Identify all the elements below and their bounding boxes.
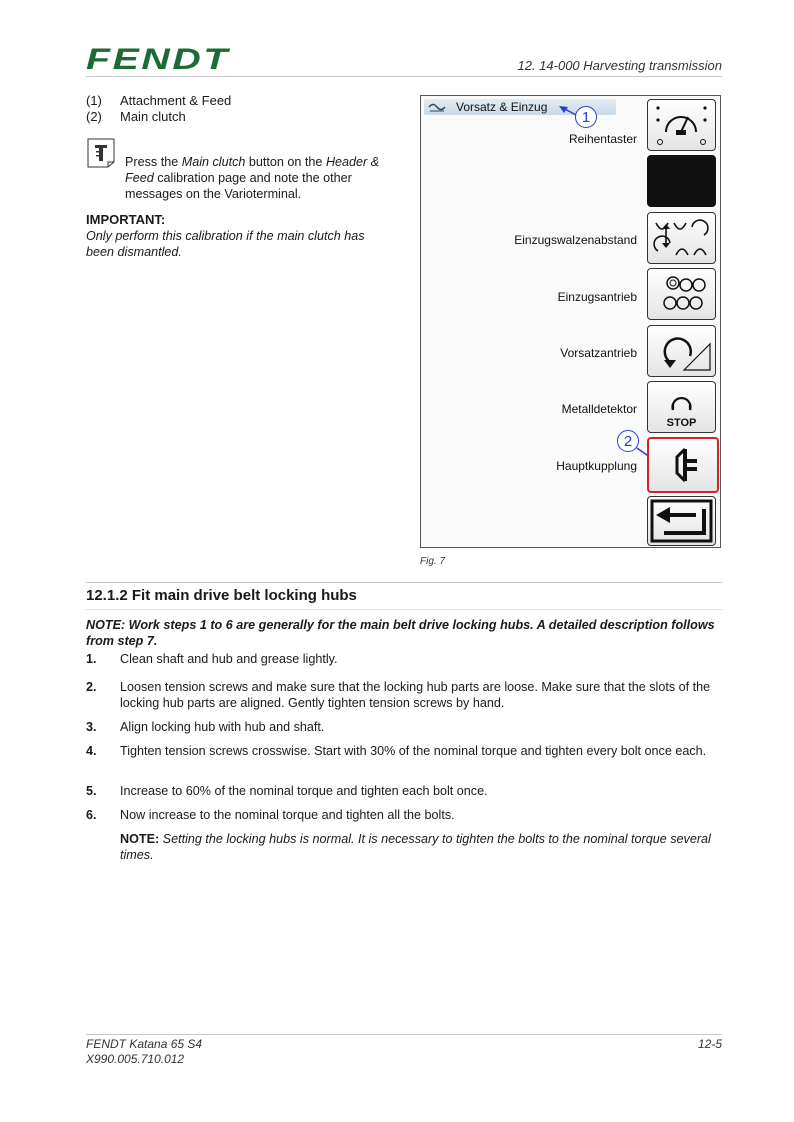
- step-text: Increase to 60% of the nominal torque and tighten each bolt once.: [120, 784, 488, 798]
- instruction-emphasis: Main clutch: [181, 155, 246, 169]
- section-divider: [86, 582, 722, 583]
- main-clutch-button[interactable]: [647, 437, 719, 493]
- header-divider: [86, 76, 722, 77]
- figure-caption: Fig. 7: [420, 556, 446, 567]
- roller-gap-button[interactable]: [647, 212, 716, 264]
- step-note: [120, 831, 720, 863]
- varioterminal-screenshot: [420, 95, 721, 548]
- label-reihentaster: Reihentaster: [568, 132, 637, 146]
- callout-2: 2: [617, 430, 639, 452]
- label-vorsatzantrieb: Vorsatzantrieb: [560, 346, 637, 360]
- label-einzugswalzenabstand: Einzugswalzenabstand: [514, 233, 637, 247]
- legend-item: [86, 93, 231, 109]
- legend-item: [86, 109, 231, 125]
- instruction-emphasis: Header & Feed: [125, 155, 380, 185]
- instruction-part: calibration page and note the other messages on the Varioterminal.: [125, 171, 352, 201]
- legend-number: (2): [86, 109, 102, 124]
- footer-model: FENDT Katana 65 S4: [86, 1037, 203, 1051]
- metal-detector-icon: [648, 382, 715, 432]
- header-feed-icon: [427, 101, 447, 113]
- step-number: 6.: [86, 808, 97, 822]
- footer-doc-number: X990.005.710.012: [86, 1052, 185, 1066]
- label-hauptkupplung: Hauptkupplung: [556, 459, 637, 473]
- terminal-title: Vorsatz & Einzug: [456, 100, 548, 114]
- fendt-logo: [86, 44, 232, 72]
- step-number: 3.: [86, 720, 97, 734]
- legend-label: Attachment & Feed: [120, 93, 232, 108]
- feed-drive-icon: [648, 269, 715, 319]
- callout-1: 1: [575, 106, 597, 128]
- legend-label: Main clutch: [120, 109, 186, 124]
- step-text: Loosen tension screws and make sure that the locking hub parts are loose. Make sure that the slots of the locking hub parts are aligned. Gently tighten tension screws by hand.: [120, 680, 711, 710]
- row-sensor-icon: [648, 100, 715, 150]
- step-note-label: NOTE:: [120, 832, 160, 846]
- step-item: [86, 807, 722, 823]
- back-arrow-icon: [648, 497, 715, 545]
- tool-icon: [86, 138, 116, 168]
- step-text: Align locking hub with hub and shaft.: [120, 720, 325, 734]
- step-number: 1.: [86, 652, 97, 666]
- step-item: [86, 719, 722, 735]
- step-text: Tighten tension screws crosswise. Start with 30% of the nominal torque and tighten every bolt once each.: [120, 744, 707, 758]
- instruction-text: [125, 154, 395, 202]
- stop-label: STOP: [666, 417, 697, 429]
- step-number: 2.: [86, 680, 97, 694]
- important-heading: IMPORTANT:: [86, 212, 166, 227]
- feed-drive-button[interactable]: [647, 268, 716, 320]
- metal-detector-button[interactable]: [647, 381, 716, 433]
- step-note-text: Setting the locking hubs is normal. It is necessary to tighten the bolts to the nominal torque several times.: [120, 832, 711, 862]
- back-button[interactable]: [647, 496, 716, 546]
- heading-divider: [86, 609, 722, 610]
- roller-gap-icon: [648, 213, 715, 263]
- svg-text:FENDT: FENDT: [86, 44, 231, 72]
- section-heading: 12.1.2 Fit main drive belt locking hubs: [86, 587, 357, 604]
- blank-button[interactable]: [647, 155, 716, 207]
- header-drive-icon: [648, 326, 715, 376]
- page-number: 12-5: [697, 1037, 722, 1051]
- row-sensor-button[interactable]: [647, 99, 716, 151]
- section-title: 12. 14-000 Harvesting transmission: [517, 58, 722, 73]
- important-text: Only perform this calibration if the main clutch has been dismantled.: [86, 229, 365, 259]
- figure-legend: [86, 93, 231, 125]
- footer-divider: [86, 1034, 722, 1035]
- step-text: Now increase to the nominal torque and tighten all the bolts.: [120, 808, 455, 822]
- header-drive-button[interactable]: [647, 325, 716, 377]
- step-number: 4.: [86, 744, 97, 758]
- step-text: Clean shaft and hub and grease lightly.: [120, 652, 338, 666]
- label-metalldetektor: Metalldetektor: [561, 402, 637, 416]
- instruction-part: button on the: [245, 155, 326, 169]
- step-item: [86, 743, 722, 759]
- step-number: 5.: [86, 784, 97, 798]
- main-clutch-icon: [649, 439, 717, 491]
- step-item: [86, 679, 722, 711]
- step-item: [86, 783, 722, 799]
- legend-number: (1): [86, 93, 102, 108]
- label-einzugsantrieb: Einzugsantrieb: [557, 290, 637, 304]
- section-note: NOTE: Work steps 1 to 6 are generally for the main belt drive locking hubs. A detailed description follows from step 7.: [86, 618, 715, 648]
- step-item: [86, 651, 722, 667]
- instruction-part: Press the: [125, 155, 182, 169]
